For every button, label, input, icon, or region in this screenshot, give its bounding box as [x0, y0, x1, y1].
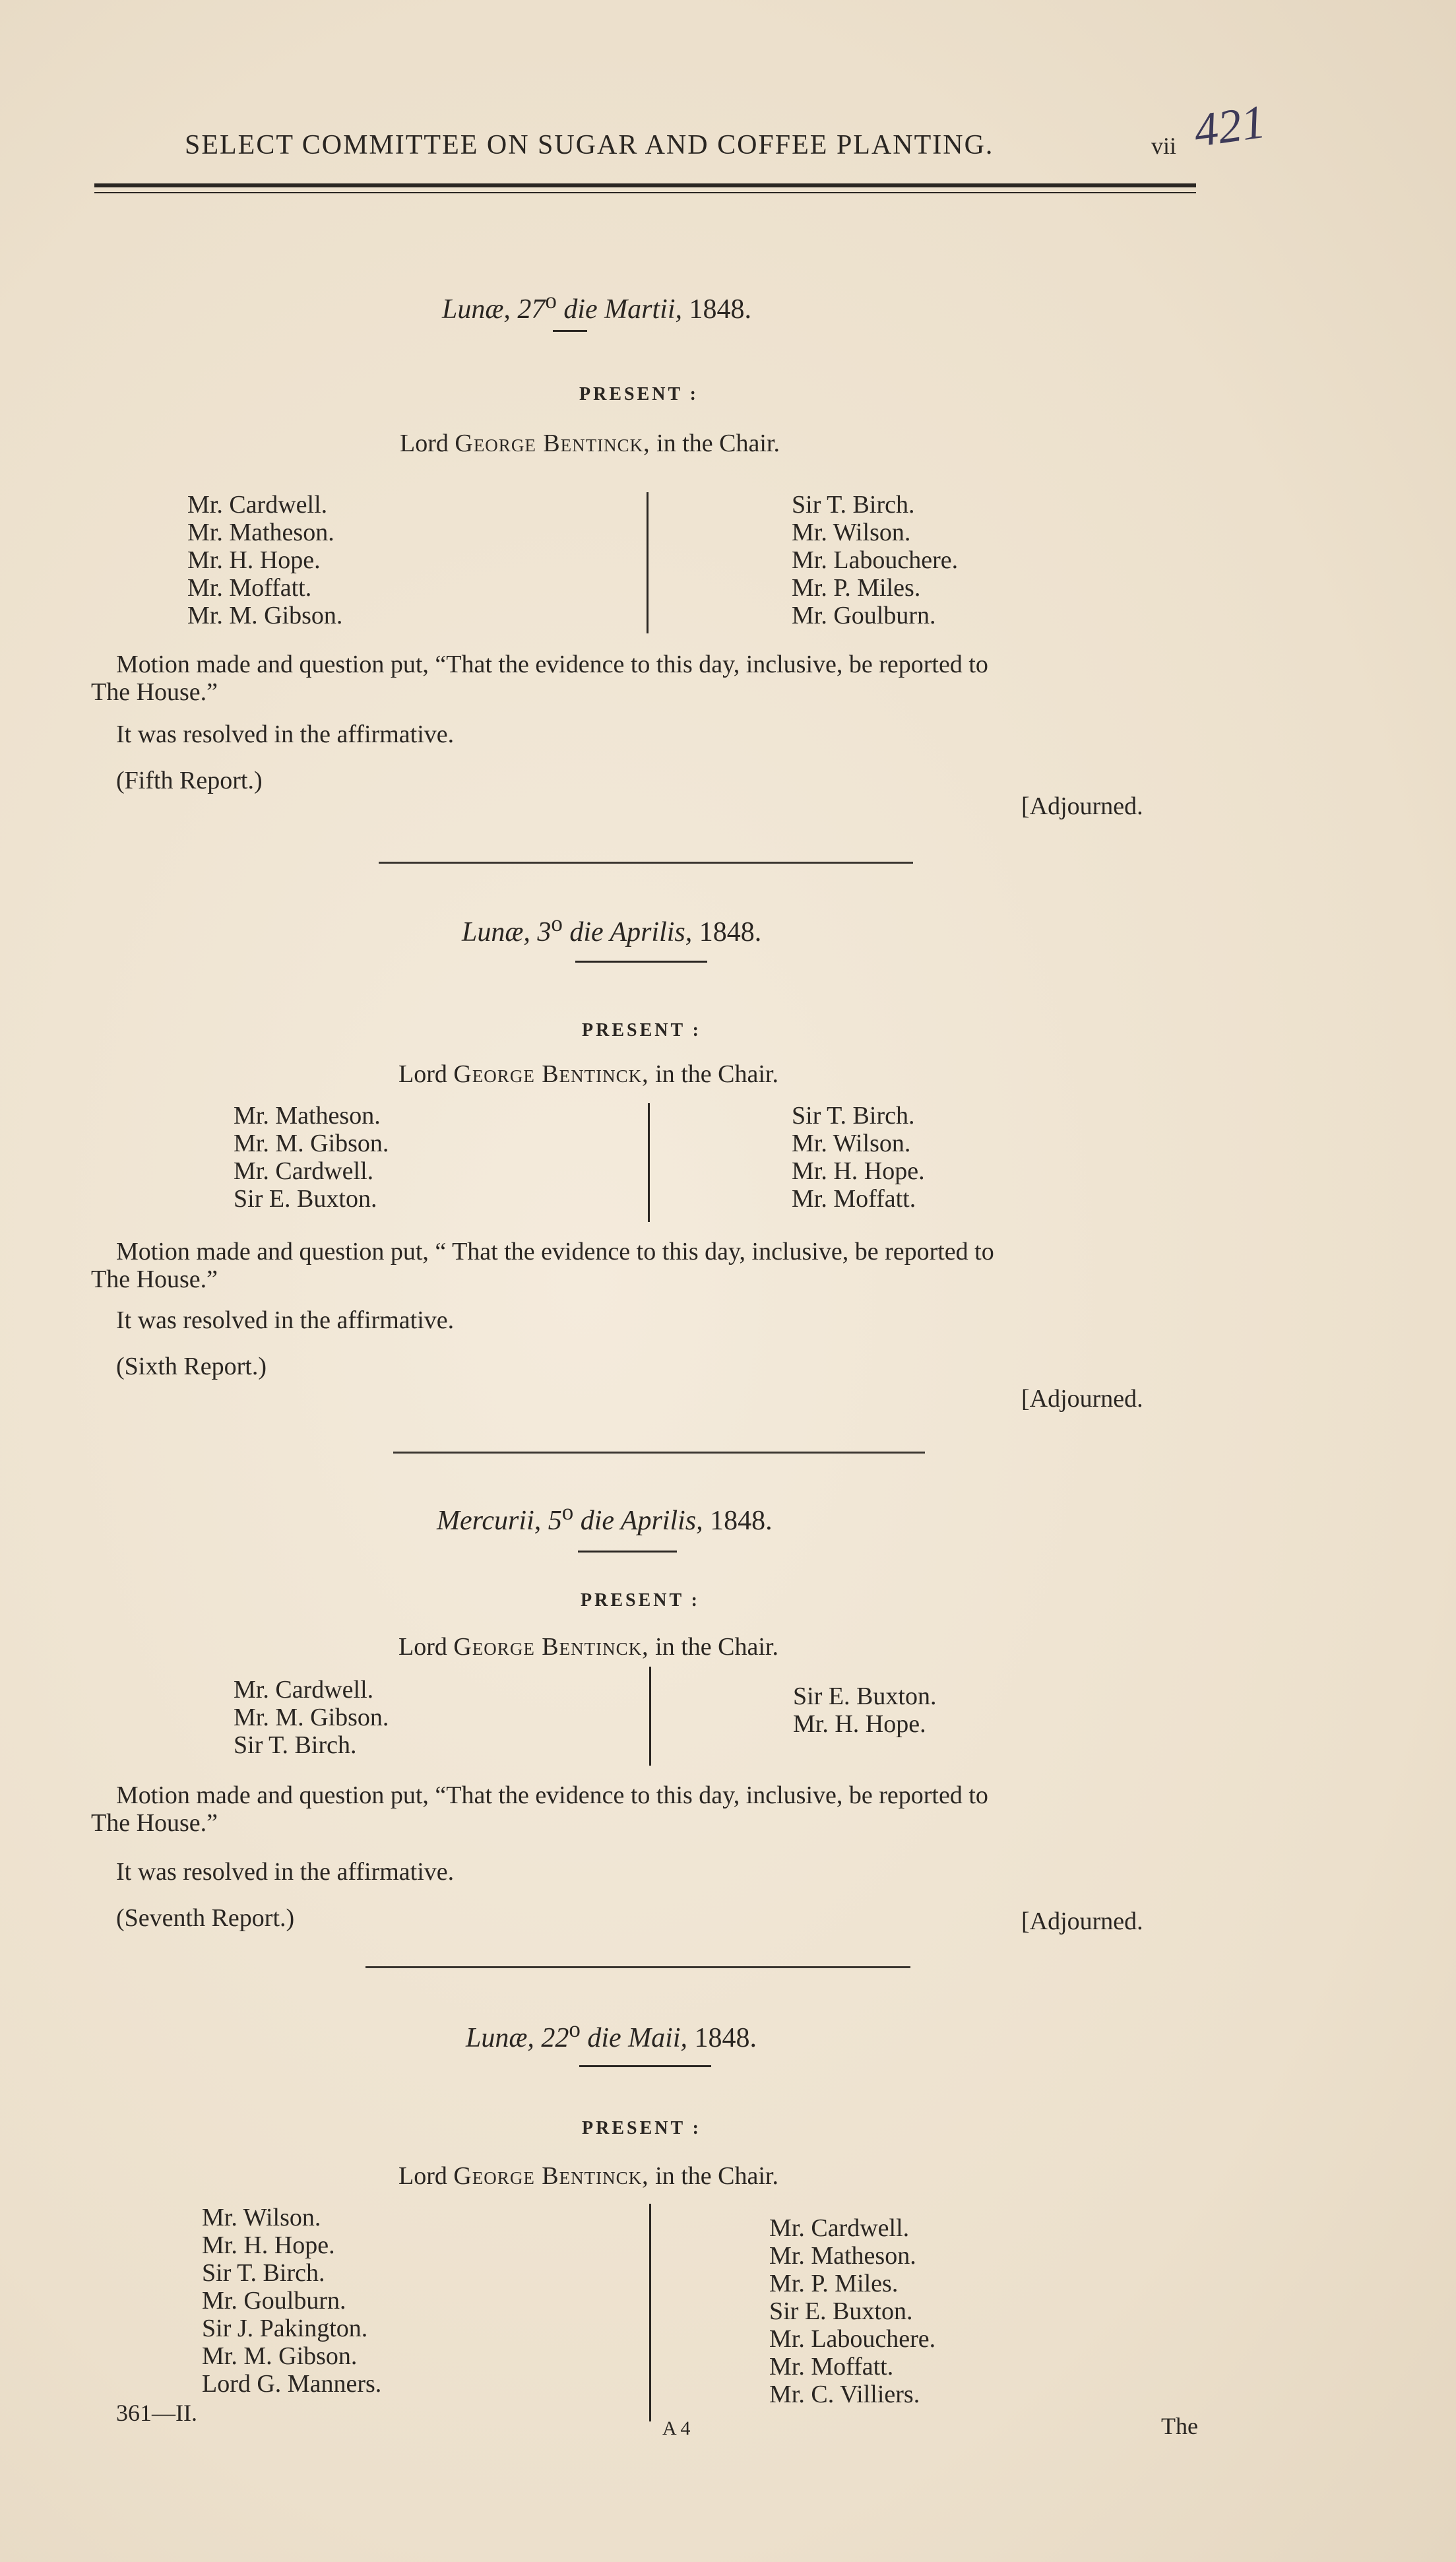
- resolution: It was resolved in the affirmative.: [116, 721, 455, 748]
- section-separator: [393, 1452, 925, 1454]
- report-label: (Sixth Report.): [116, 1353, 267, 1380]
- running-title: SELECT COMMITTEE ON SUGAR AND COFFEE PLANTING.: [185, 130, 994, 160]
- member: Mr. Moffatt.: [187, 574, 312, 602]
- member: Sir E. Buxton.: [769, 2297, 913, 2325]
- member: Mr. Cardwell.: [769, 2214, 910, 2242]
- member: Sir T. Birch.: [792, 1102, 915, 1130]
- member: Sir T. Birch.: [202, 2259, 325, 2287]
- header-rule: [94, 183, 1196, 187]
- chair-line: Lord George Bentinck, in the Chair.: [398, 1060, 778, 1088]
- members-left: [234, 1676, 389, 1759]
- member: Mr. Wilson.: [792, 1130, 911, 1157]
- adjourned: [Adjourned.: [1021, 1385, 1143, 1413]
- member: Mr. Wilson.: [202, 2204, 321, 2231]
- members-left: [202, 2204, 381, 2398]
- member: Mr. H. Hope.: [187, 546, 321, 574]
- chair-line: Lord George Bentinck, in the Chair.: [400, 430, 780, 457]
- member: Mr. Cardwell.: [234, 1157, 374, 1185]
- members-right: [793, 1682, 936, 1738]
- member: Mr. Cardwell.: [234, 1676, 374, 1704]
- column-divider: [649, 1667, 651, 1766]
- session-date: Lunæ, 27$^o$ die Martii, 1848.: [442, 288, 752, 325]
- member: Sir T. Birch.: [792, 491, 915, 519]
- member: Mr. Labouchere.: [769, 2325, 936, 2353]
- report-label: (Seventh Report.): [116, 1904, 295, 1932]
- date-underline: [553, 330, 587, 332]
- present-label: PRESENT :: [581, 1590, 700, 1611]
- adjourned: [Adjourned.: [1021, 1907, 1143, 1935]
- members-left: [187, 491, 342, 629]
- session-date: Mercurii, 5$^o$ die Aprilis, 1848.: [437, 1499, 773, 1536]
- present-label: PRESENT :: [582, 2118, 701, 2138]
- member: Mr. Labouchere.: [792, 546, 959, 574]
- member: Sir T. Birch.: [234, 1731, 357, 1759]
- member: Mr. H. Hope.: [792, 1157, 925, 1185]
- report-label: (Fifth Report.): [116, 767, 263, 794]
- member: Mr. M. Gibson.: [202, 2342, 358, 2370]
- member: Sir J. Pakington.: [202, 2315, 368, 2342]
- member: Mr. M. Gibson.: [187, 602, 343, 629]
- chair-line: Lord George Bentinck, in the Chair.: [398, 1633, 778, 1661]
- member: Mr. Moffatt.: [769, 2353, 894, 2381]
- member: Mr. M. Gibson.: [234, 1130, 389, 1157]
- member: Sir E. Buxton.: [793, 1682, 937, 1710]
- member: Sir E. Buxton.: [234, 1185, 377, 1213]
- members-right: [792, 491, 958, 629]
- resolution: It was resolved in the affirmative.: [116, 1858, 455, 1886]
- members-left: [234, 1102, 389, 1213]
- session-date: Lunæ, 3$^o$ die Aprilis, 1848.: [462, 911, 762, 947]
- member: Mr. P. Miles.: [792, 574, 921, 602]
- member: Mr. H. Hope.: [793, 1710, 926, 1738]
- member: Mr. Goulburn.: [202, 2287, 346, 2315]
- paper-number: 361—II.: [116, 2400, 197, 2426]
- member: Mr. Matheson.: [769, 2242, 916, 2270]
- members-right: [769, 2214, 935, 2408]
- member: Lord G. Manners.: [202, 2370, 382, 2398]
- member: Mr. Matheson.: [234, 1102, 381, 1130]
- member: Mr. Wilson.: [792, 519, 911, 546]
- session-date: Lunæ, 22$^o$ die Maii, 1848.: [466, 2016, 757, 2053]
- handwritten-folio: 421: [1190, 94, 1269, 158]
- member: Mr. M. Gibson.: [234, 1704, 389, 1731]
- signature-mark: A 4: [662, 2418, 691, 2439]
- resolution: It was resolved in the affirmative.: [116, 1306, 455, 1334]
- date-underline: [578, 1551, 677, 1553]
- section-separator: [379, 862, 913, 864]
- section-separator: [365, 1966, 910, 1968]
- present-label: PRESENT :: [579, 384, 699, 404]
- motion-paragraph: Motion made and question put, “That the evidence to this day, inclusive, be reported to The House.”: [91, 1781, 988, 1837]
- member: Mr. Matheson.: [187, 519, 334, 546]
- member: Mr. Moffatt.: [792, 1185, 916, 1213]
- present-label: PRESENT :: [582, 1020, 701, 1041]
- header-rule-thin: [94, 192, 1196, 193]
- member: Mr. P. Miles.: [769, 2270, 899, 2297]
- motion-paragraph: Motion made and question put, “That the evidence to this day, inclusive, be reported to The House.”: [91, 651, 988, 706]
- column-divider: [647, 492, 649, 633]
- adjourned: [Adjourned.: [1021, 792, 1143, 820]
- page-number: vii: [1151, 133, 1177, 159]
- motion-paragraph: Motion made and question put, “ That the evidence to this day, inclusive, be reported to The House.”: [91, 1238, 994, 1293]
- member: Mr. Goulburn.: [792, 602, 936, 629]
- catchword: The: [1161, 2413, 1198, 2439]
- column-divider: [648, 1103, 650, 1222]
- member: Mr. Cardwell.: [187, 491, 328, 519]
- member: Mr. C. Villiers.: [769, 2381, 920, 2408]
- date-underline: [579, 2065, 711, 2067]
- column-divider: [649, 2204, 651, 2421]
- date-underline: [575, 961, 707, 963]
- members-right: [792, 1102, 925, 1213]
- chair-line: Lord George Bentinck, in the Chair.: [398, 2162, 778, 2190]
- member: Mr. H. Hope.: [202, 2231, 335, 2259]
